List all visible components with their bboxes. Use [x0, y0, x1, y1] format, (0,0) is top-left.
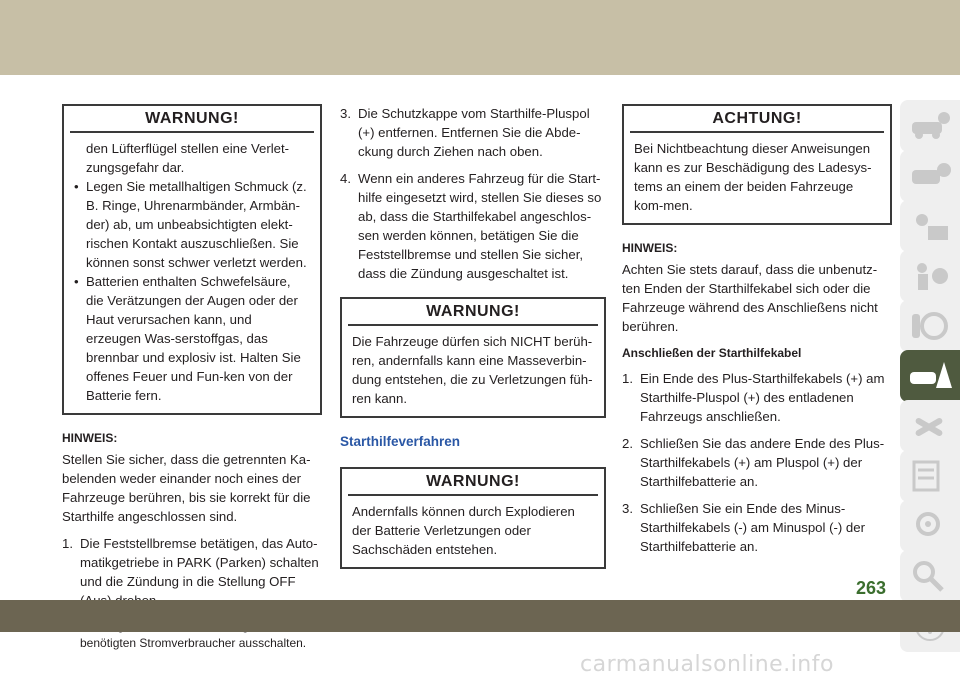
- step-item: [340, 104, 606, 161]
- warning-box: [340, 467, 606, 569]
- step-item: [622, 499, 892, 556]
- service-wrench-icon: [908, 408, 952, 444]
- left-column: [62, 104, 322, 660]
- caution-box: [622, 104, 892, 225]
- step-number: 3.: [622, 501, 633, 516]
- warning-box: [340, 297, 606, 418]
- step-number: 4.: [340, 171, 351, 186]
- note-label: HINWEIS:: [62, 431, 118, 445]
- warning-title: WARNUNG!: [348, 299, 598, 326]
- page-number: 263: [856, 578, 887, 598]
- step-item: [622, 434, 892, 491]
- caution-text: Bei Nichtbeachtung dieser Anweisungen kann es zur Beschädigung des Ladesys-tems an einem der beiden Fahrzeuge kom-men.: [634, 141, 872, 213]
- emergency-hazard-icon: [908, 358, 952, 394]
- step-text: Die Schutzkappe vom Starthilfe-Pluspol (+) entfernen. Entfernen Sie die Abde-ckung durch Ziehen nach oben.: [358, 106, 590, 159]
- note-label: HINWEIS:: [622, 241, 678, 255]
- warning-text: Die Fahrzeuge dürfen sich NICHT berüh-ren, andernfalls kann eine Masseverbin-dung entstehen, die zu Verletzungen füh-ren kann.: [352, 334, 593, 406]
- airbag-safety-icon: [908, 258, 952, 294]
- tab-safety[interactable]: [900, 250, 960, 302]
- car-dashboard-info-icon: [908, 158, 952, 194]
- section-heading: Starthilfeverfahren: [340, 434, 461, 449]
- warning-bullet: • Legen Sie metallhaltigen Schmuck (z. B. Ringe, Uhrenarmbänder, Armbän-der) ab, um unbeabsichtigten elekt-rischen Kontakt auszuschließen. Sie können sonst schwer verletzt werden.: [74, 177, 310, 272]
- step-text: Wenn ein anderes Fahrzeug für die Start-hilfe eingesetzt wird, stellen Sie dieses so ab, dass die Starthilfekabel angeschlos-sen werden können, betätigen Sie die Feststellbremse und stellen Sie sicher, dass die Zündung ausgeschaltet ist.: [358, 171, 602, 281]
- subheading: Anschließen der Starthilfekabel: [622, 346, 802, 360]
- caution-title: ACHTUNG!: [630, 106, 884, 133]
- warning-title: WARNUNG!: [70, 106, 314, 133]
- step-number: 1.: [62, 536, 73, 551]
- step-item: [340, 169, 606, 283]
- step-number: 3.: [340, 106, 351, 121]
- top-band: [0, 0, 960, 75]
- tab-service[interactable]: [900, 400, 960, 452]
- warning-text: den Lüfterflügel stellen eine Verlet-zungsgefahr dar.: [86, 141, 290, 175]
- multimedia-icon: [908, 508, 952, 544]
- step-text: Schließen Sie ein Ende des Minus-Starthilfekabels (-) am Minuspol (-) der Starthilfebatterie an.: [640, 501, 865, 554]
- tab-car-info[interactable]: [900, 100, 960, 152]
- step-text: benötigten Stromverbraucher ausschalten.: [80, 636, 307, 650]
- tab-emergency[interactable]: [900, 350, 960, 402]
- note-text: Achten Sie stets darauf, dass die unbenutz-ten Enden der Starthilfekabel sich oder die Fahrzeuge während des Anschließens nicht berühren.: [622, 262, 878, 334]
- tab-warning-lights[interactable]: [900, 200, 960, 252]
- step-text: Ein Ende des Plus-Starthilfekabels (+) am Starthilfe-Pluspol (+) des entladenen Fahrzeugs anschließen.: [640, 371, 885, 424]
- step-text: Die Feststellbremse betätigen, das Auto-matikgetriebe in PARK (Parken) schalten und die Zündung in die Stellung OFF: [80, 536, 319, 589]
- tab-dashboard[interactable]: [900, 150, 960, 202]
- step-item: [622, 369, 892, 426]
- watermark: carmanualsonline.info: [580, 652, 834, 677]
- step-number: 1.: [622, 371, 633, 386]
- note-text: Stellen Sie sicher, dass die getrennten Ka-belenden weder einander noch eines der Fahrzeuge berühren, bis sie korrekt für die Starthilfe angeschlossen sind.: [62, 452, 311, 524]
- steering-starting-icon: [908, 308, 952, 344]
- tab-maintenance[interactable]: [900, 450, 960, 502]
- middle-column: [340, 104, 606, 583]
- right-column: [622, 104, 892, 564]
- bottom-band: [0, 600, 960, 632]
- warning-title: WARNUNG!: [348, 469, 598, 496]
- tab-multimedia[interactable]: [900, 500, 960, 552]
- search-index-icon: [908, 558, 952, 594]
- warning-bullet: • Batterien enthalten Schwefelsäure, die Verätzungen der Augen oder der Haut verursachen kann, und erzeugen Was-serstoffgas, das brennbar und explosiv ist. Halten Sie offenes Feuer und Fun-ken von der Batterie fern.: [74, 272, 310, 405]
- maintenance-checklist-icon: [908, 458, 952, 494]
- warning-lights-message-icon: [908, 208, 952, 244]
- tab-starting[interactable]: [900, 300, 960, 352]
- step-text: Schließen Sie das andere Ende des Plus-Starthilfekabels (+) am Pluspol (+) der Starthilfebatterie an.: [640, 436, 885, 489]
- tab-search[interactable]: [900, 550, 960, 602]
- step-number: 2.: [622, 436, 633, 451]
- step-item: [62, 534, 322, 610]
- warning-text: Andernfalls können durch Explodieren der Batterie Verletzungen oder Sachschäden entstehen.: [352, 504, 575, 557]
- warning-box: [62, 104, 322, 415]
- car-info-icon: [908, 108, 952, 144]
